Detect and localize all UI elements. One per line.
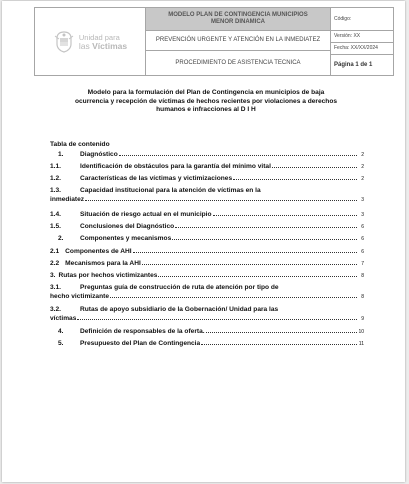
toc-entry-number: 1.3. xyxy=(50,187,61,194)
toc-entry-text: Presupuesto del Plan de Contingencia xyxy=(80,340,201,347)
toc-heading: Tabla de contenido xyxy=(50,141,110,148)
toc-entry-text-continued: víctimas xyxy=(50,315,77,322)
toc-entry-number: 3.1. xyxy=(50,284,61,291)
toc-leader-dots xyxy=(133,252,357,253)
header-title-cell xyxy=(146,8,331,31)
toc-entry-text: Componentes de AHI xyxy=(65,248,132,255)
document-title-line-3: humanos e infracciones al D I H xyxy=(156,106,256,114)
toc-leader-dots xyxy=(172,239,357,240)
toc-entry-page: 3 xyxy=(361,212,364,218)
toc-entry-number: 4. xyxy=(58,328,64,335)
toc-leader-dots xyxy=(233,179,357,180)
process-label: PREVENCIÓN URGENTE Y ATENCIÓN EN LA INMEDIATEZ xyxy=(146,31,330,51)
toc-entry-page: 8 xyxy=(361,273,364,279)
pagina-label: Página 1 de 1 xyxy=(334,61,373,68)
toc-entry-number: 2.2 xyxy=(50,260,60,267)
codigo-label: Código: xyxy=(334,16,352,22)
toc-entry-text-continued: hecho victimizante xyxy=(50,293,109,300)
coat-of-arms-icon xyxy=(53,30,75,54)
toc-entry-page: 8 xyxy=(361,294,364,300)
toc-leader-dots xyxy=(142,264,357,265)
toc-entry[interactable] xyxy=(50,305,364,324)
toc-leader-dots xyxy=(158,276,357,277)
toc-entry-page: 6 xyxy=(361,249,364,255)
procedure-label: PROCEDIMIENTO DE ASISTENCIA TECNICA xyxy=(175,59,301,66)
toc-entry-page: 6 xyxy=(361,224,364,230)
document-title-line-2: ocurrencia y recepción de víctimas de hechos recientes por violaciones a derechos xyxy=(74,97,338,105)
toc-entry-page: 6 xyxy=(361,236,364,242)
toc-entry-number: 3. xyxy=(50,272,56,279)
toc-entry[interactable] xyxy=(50,247,364,257)
toc-entry[interactable] xyxy=(50,174,364,184)
toc-entry-page: 2 xyxy=(361,176,364,182)
toc-leader-dots xyxy=(175,227,357,228)
toc-entry[interactable] xyxy=(58,327,364,337)
version-label: Versión: XX xyxy=(331,31,393,43)
document-title xyxy=(50,89,362,115)
toc-entry-page: 2 xyxy=(361,152,364,158)
toc-entry-text: Capacidad institucional para la atención de víctimas en la xyxy=(80,187,261,194)
toc-entry-number: 3.2. xyxy=(50,306,61,313)
toc-entry-page: 7 xyxy=(361,261,364,267)
toc-entry[interactable] xyxy=(50,222,364,232)
toc-entry-number: 1.4. xyxy=(50,211,61,218)
toc-entry-page: 3 xyxy=(361,197,364,203)
codigo-cell xyxy=(331,8,394,31)
toc-entry-page: 2 xyxy=(361,164,364,170)
toc-entry-text: Definición de responsables de la oferta. xyxy=(80,328,205,335)
toc-entry[interactable] xyxy=(50,259,364,269)
unidad-victimas-logo xyxy=(38,30,142,54)
toc-entry[interactable] xyxy=(50,162,364,172)
logo-cell xyxy=(35,8,146,76)
header-process-cell xyxy=(146,31,331,76)
toc-leader-dots xyxy=(201,344,357,345)
toc-entry-page: 10 xyxy=(358,329,364,335)
toc-entry-text: Rutas de apoyo subsidiario de la Gobernación/ Unidad para las xyxy=(80,306,279,313)
toc-leader-dots xyxy=(85,200,357,201)
logo-line-2: las Víctimas xyxy=(78,40,128,51)
toc-entry-text: Mecanismos para la AHI xyxy=(65,260,141,267)
toc-entry[interactable] xyxy=(50,271,364,281)
toc-entry-text: Identificación de obstáculos para la garantía del mínimo vital xyxy=(80,163,271,170)
toc-entry-text: Situación de riesgo actual en el municipio xyxy=(80,211,212,218)
document-page xyxy=(2,1,405,482)
toc-entry[interactable] xyxy=(50,283,364,302)
toc-leader-dots xyxy=(119,155,357,156)
toc-entry-text-continued: inmediatez xyxy=(50,196,85,203)
toc-leader-dots xyxy=(110,297,357,298)
toc-leader-dots xyxy=(213,215,357,216)
fecha-label: Fecha: XX/XX/2024 xyxy=(334,45,378,52)
toc-leader-dots xyxy=(272,167,357,168)
document-title-line-1: Modelo para la formulación del Plan de Contingencia en municipios de baja xyxy=(87,89,325,96)
toc-leader-dots xyxy=(206,332,357,333)
toc-entry-number: 2. xyxy=(58,235,64,242)
toc-entry-text: Componentes y mecanismos xyxy=(80,235,172,242)
toc-entry-number: 1. xyxy=(58,151,64,158)
toc-entry-number: 1.5. xyxy=(50,223,61,230)
toc-entry-number: 5. xyxy=(58,340,64,347)
toc-entry[interactable] xyxy=(58,234,364,244)
toc-entry-number: 2.1 xyxy=(50,248,60,255)
toc-entry-text: Rutas por hechos victimizantes xyxy=(58,272,158,279)
header-title-line-2: MENOR DINAMICA xyxy=(211,19,265,25)
toc-entry-text: Características de las víctimas y victimizaciones xyxy=(80,175,233,182)
toc-entry[interactable] xyxy=(50,186,364,205)
toc-entry-page: 9 xyxy=(361,316,364,322)
version-fecha-cell xyxy=(331,31,394,55)
toc-entry[interactable] xyxy=(58,150,364,160)
toc-leader-dots xyxy=(77,319,357,320)
toc-entry[interactable] xyxy=(50,210,364,220)
toc-entry-text: Preguntas guía de construcción de ruta de atención por tipo de xyxy=(80,284,279,291)
toc-entry[interactable] xyxy=(58,339,364,349)
toc-entry-text: Conclusiones del Diagnóstico xyxy=(80,223,175,230)
toc-entry-number: 1.1. xyxy=(50,163,61,170)
document-header-table xyxy=(34,7,394,76)
toc-entry-number: 1.2. xyxy=(50,175,61,182)
pagina-cell xyxy=(331,54,394,75)
logo-line-1: Unidad para xyxy=(78,32,120,42)
toc-entry-text: Diagnóstico xyxy=(80,151,118,158)
toc-entry-page: 11 xyxy=(358,341,364,347)
header-title-line-1: MODELO PLAN DE CONTINGENCIA MUNICIPIOS xyxy=(168,12,308,18)
